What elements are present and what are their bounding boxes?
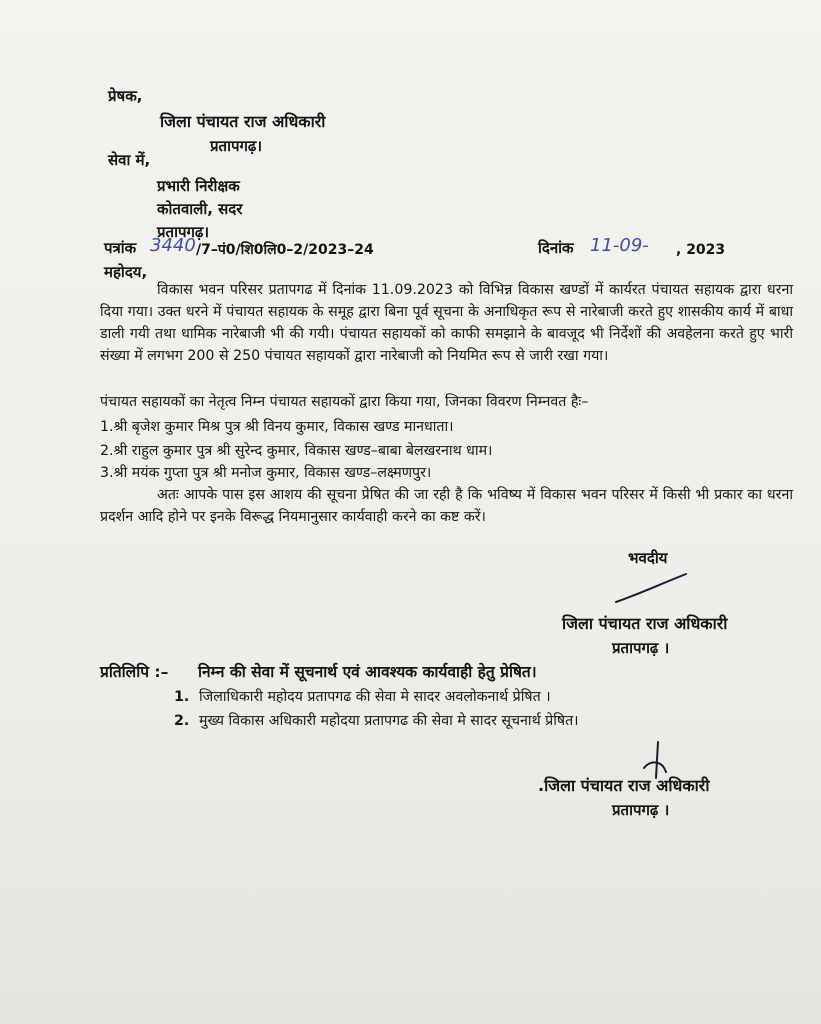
salutation: महोदय, <box>104 263 148 281</box>
copy-item-text: मुख्य विकास अधिकारी महोदया प्रतापगढ की सेवा मे सादर सूचनार्थ प्रेषित। <box>199 713 579 729</box>
date-handwritten: 11-09- <box>590 235 649 256</box>
date-year: , 2023 <box>676 242 726 258</box>
copy-item-number: 2. <box>174 713 190 729</box>
to-label: सेवा में, <box>108 151 151 169</box>
leaders-intro: पंचायत सहायकों का नेतृत्व निम्न पंचायत सहायकों द्वारा किया गया, जिनका विवरण निम्नवत हैः– <box>100 394 589 410</box>
yours-faithfully: भवदीय <box>628 549 668 567</box>
recipient-line2: कोतवाली, सदर <box>157 200 243 218</box>
leader-item: 2.श्री राहुल कुमार पुत्र श्री सुरेन्द कुमार, विकास खण्ड–बाबा बेलखरनाथ धाम। <box>100 443 493 459</box>
copy-item-text: जिलाधिकारी महोदय प्रतापगढ की सेवा मे सादर अवलोकनार्थ प्रेषित । <box>199 689 551 705</box>
closing-paragraph: अतः आपके पास इस आशय की सूचना प्रेषित की जा रही है कि भविष्य में विकास भवन परिसर में किसी भी प्रकार का धरना प्रदर्शन आदि होने पर इनके विरूद्ध नियमानुसार कार्यवाही करने का कष्ट करें। <box>100 487 793 525</box>
leader-item: 1.श्री बृजेश कुमार मिश्र पुत्र श्री विनय कुमार, विकास खण्ड मानधाता। <box>100 419 454 435</box>
body-paragraph: विकास भवन परिसर प्रतापगढ में दिनांक 11.09.2023 को विभिन्न विकास खण्डों में कार्यरत पंचायत सहायक द्वारा धरना दिया गया। उक्त धरने में पंचायत सहायक के समूह द्वारा बिना पूर्व सूचना के अनाधिकृत रूप से नारेबाजी करते हुए शासकीय कार्य में बाधा डाली गयी तथा धामिक नारेबाजी भी की गयी। पंचायत सहायकों को काफी समझाने के बावजूद भी निर्देशों की अवहेलना करते हुए भारी संख्या में लगभग 200 से 250 पंचायत सहायकों द्वारा नारेबाजी को नियमित रूप से जारी रखा गया। <box>100 282 793 364</box>
ref-suffix: /7–पं0/शि0लि0–2/2023–24 <box>196 242 374 258</box>
copy-item-number: 1. <box>174 689 190 705</box>
recipient-line3: प्रतापगढ़। <box>157 223 210 241</box>
recipient-line1: प्रभारी निरीक्षक <box>157 177 240 195</box>
ref-number-handwritten: 3440 <box>150 235 196 256</box>
sender-place: प्रतापगढ़। <box>210 137 263 155</box>
date-label: दिनांक <box>538 239 574 257</box>
copy-label: प्रतिलिपि :– <box>100 663 169 681</box>
leader-item: 3.श्री मयंक गुप्ता पुत्र श्री मनोज कुमार, विकास खण्ड–लक्ष्मणपुर। <box>100 465 432 481</box>
signature-mark <box>612 572 692 608</box>
footer-signature-place: प्रतापगढ़ । <box>612 801 670 819</box>
ref-label: पत्रांक <box>104 239 137 257</box>
sender-label: प्रेषक, <box>108 87 143 105</box>
footer-signature-title: .जिला पंचायत राज अधिकारी <box>538 776 710 795</box>
signature-place: प्रतापगढ़ । <box>612 639 670 657</box>
signature-title: जिला पंचायत राज अधिकारी <box>562 614 728 633</box>
sender-title: जिला पंचायत राज अधिकारी <box>160 112 326 131</box>
copy-intro: निम्न की सेवा में सूचनार्थ एवं आवश्यक कार्यवाही हेतु प्रेषित। <box>198 663 537 681</box>
